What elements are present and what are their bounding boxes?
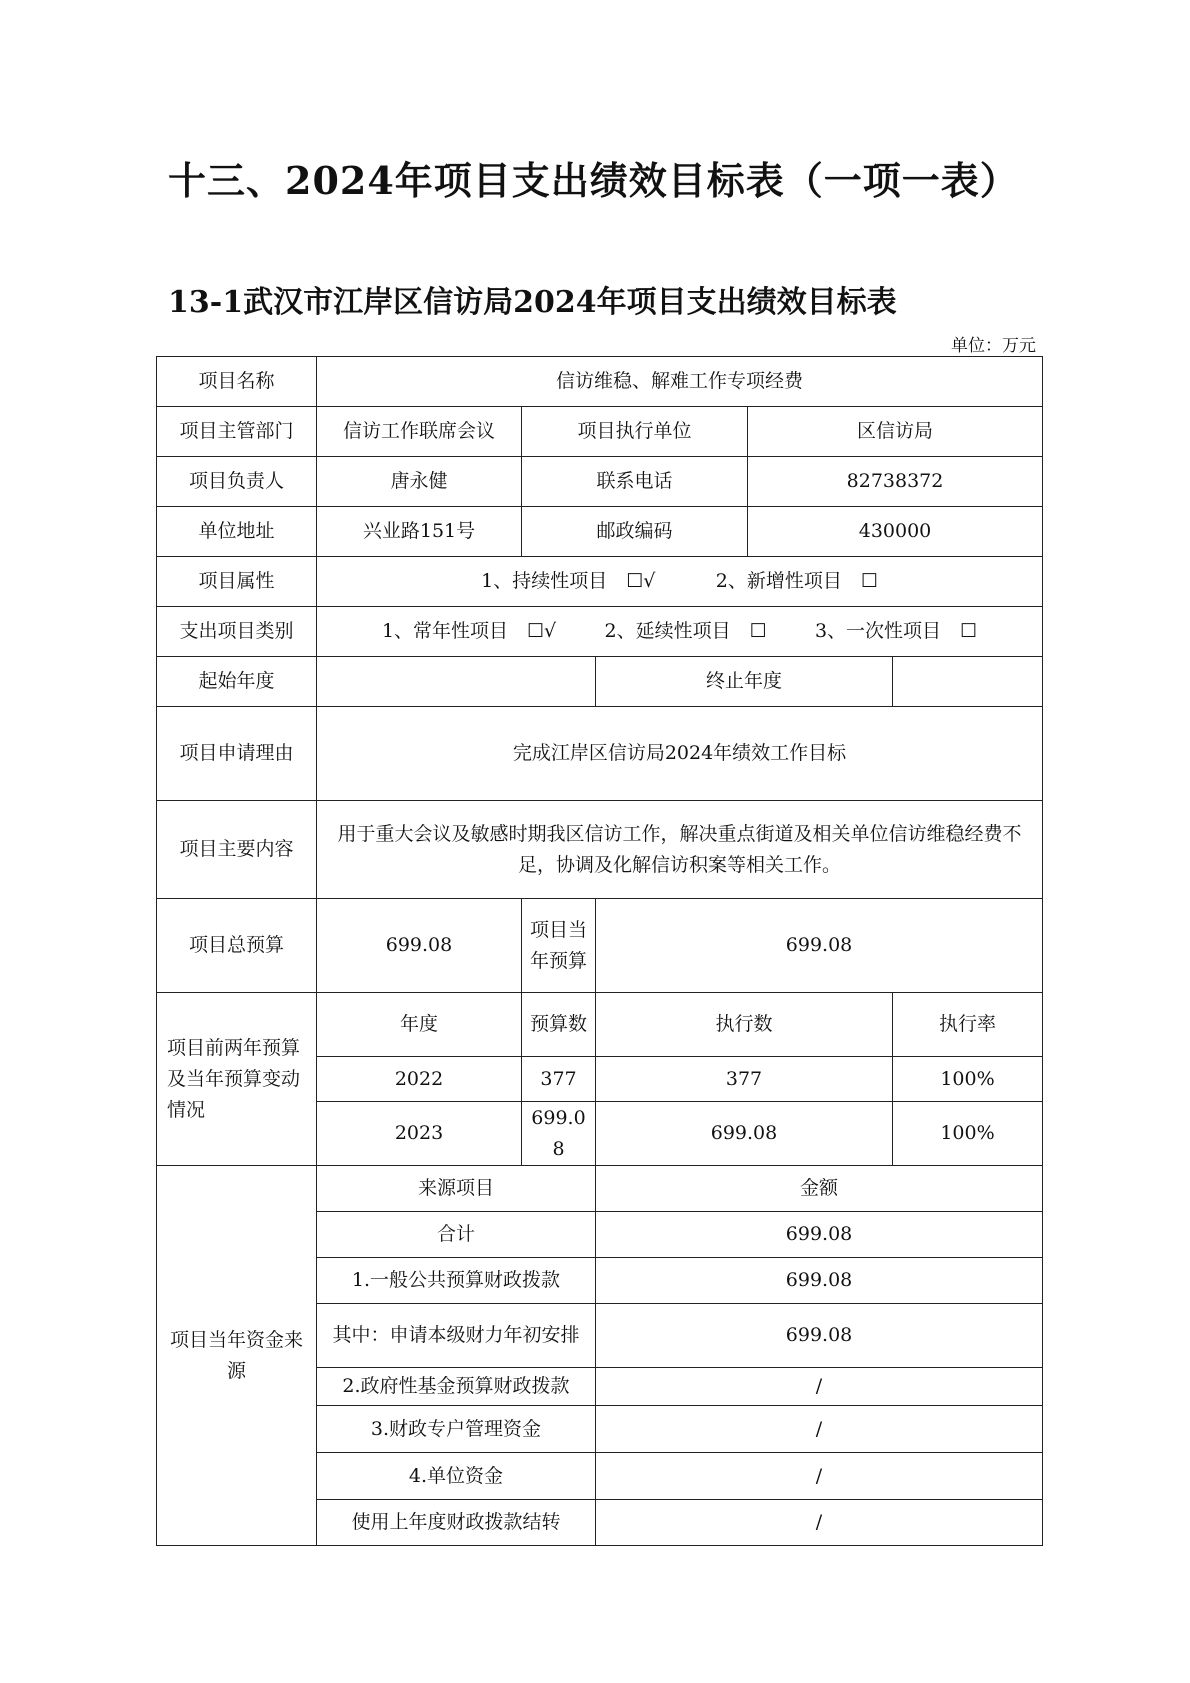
attribute-label: 项目属性 <box>157 557 317 607</box>
address-label: 单位地址 <box>157 507 317 557</box>
table-row <box>157 407 1043 457</box>
category-options <box>317 607 1043 657</box>
phone-label: 联系电话 <box>522 457 748 507</box>
end-year-value <box>893 657 1043 707</box>
history-header-budget: 预算数 <box>522 993 596 1057</box>
funding-amount: 699.08 <box>596 1258 1043 1304</box>
dept-label: 项目主管部门 <box>157 407 317 457</box>
table-row <box>157 993 1043 1057</box>
category-label: 支出项目类别 <box>157 607 317 657</box>
history-rate: 100% <box>893 1102 1043 1166</box>
person-label: 项目负责人 <box>157 457 317 507</box>
funding-source: 使用上年度财政拨款结转 <box>317 1500 596 1546</box>
history-header-year: 年度 <box>317 993 522 1057</box>
funding-source: 3.财政专户管理资金 <box>317 1406 596 1453</box>
table-row <box>157 1166 1043 1212</box>
page-title: 十三、2024年项目支出绩效目标表（一项一表） <box>168 158 1019 203</box>
reason-value: 完成江岸区信访局2024年绩效工作目标 <box>317 707 1043 801</box>
table-row <box>157 899 1043 993</box>
phone-value: 82738372 <box>748 457 1043 507</box>
funding-header-amount: 金额 <box>596 1166 1043 1212</box>
dept-value: 信访工作联席会议 <box>317 407 522 457</box>
end-year-label: 终止年度 <box>596 657 893 707</box>
history-header-executed: 执行数 <box>596 993 893 1057</box>
project-name-value: 信访维稳、解难工作专项经费 <box>317 357 1043 407</box>
total-budget-label: 项目总预算 <box>157 899 317 993</box>
table-row <box>157 507 1043 557</box>
history-budget: 377 <box>522 1057 596 1102</box>
attribute-option-continuing: 1、持续性项目 ☐√ <box>481 570 656 592</box>
funding-amount: / <box>596 1500 1043 1546</box>
funding-label: 项目当年资金来源 <box>157 1166 317 1546</box>
history-year: 2022 <box>317 1057 522 1102</box>
current-budget-label: 项目当年预算 <box>522 899 596 993</box>
category-option-onetime: 3、一次性项目 ☐ <box>814 620 978 642</box>
total-budget-value: 699.08 <box>317 899 522 993</box>
reason-label: 项目申请理由 <box>157 707 317 801</box>
funding-amount: 699.08 <box>596 1212 1043 1258</box>
table-row <box>157 607 1043 657</box>
funding-source: 合计 <box>317 1212 596 1258</box>
table-row <box>157 357 1043 407</box>
history-budget: 699.08 <box>522 1102 596 1166</box>
table-row <box>157 457 1043 507</box>
history-executed: 699.08 <box>596 1102 893 1166</box>
person-value: 唐永健 <box>317 457 522 507</box>
zip-label: 邮政编码 <box>522 507 748 557</box>
project-name-label: 项目名称 <box>157 357 317 407</box>
funding-source: 1.一般公共预算财政拨款 <box>317 1258 596 1304</box>
funding-amount: / <box>596 1453 1043 1500</box>
exec-unit-label: 项目执行单位 <box>522 407 748 457</box>
funding-amount: / <box>596 1368 1043 1406</box>
table-row <box>157 557 1043 607</box>
start-year-value <box>317 657 596 707</box>
funding-source: 2.政府性基金预算财政拨款 <box>317 1368 596 1406</box>
history-rate: 100% <box>893 1057 1043 1102</box>
performance-target-table <box>156 356 1043 1546</box>
funding-source: 4.单位资金 <box>317 1453 596 1500</box>
content-value: 用于重大会议及敏感时期我区信访工作，解决重点街道及相关单位信访维稳经费不足，协调及化解信访积案等相关工作。 <box>317 801 1043 899</box>
attribute-options <box>317 557 1043 607</box>
start-year-label: 起始年度 <box>157 657 317 707</box>
history-year: 2023 <box>317 1102 522 1166</box>
funding-amount: 699.08 <box>596 1304 1043 1368</box>
history-executed: 377 <box>596 1057 893 1102</box>
table-title: 13-1武汉市江岸区信访局2024年项目支出绩效目标表 <box>168 285 897 320</box>
history-label: 项目前两年预算及当年预算变动情况 <box>157 993 317 1166</box>
attribute-option-new: 2、新增性项目 ☐ <box>715 570 878 592</box>
category-option-extended: 2、延续性项目 ☐ <box>604 620 767 642</box>
address-value: 兴业路151号 <box>317 507 522 557</box>
history-header-rate: 执行率 <box>893 993 1043 1057</box>
table-row <box>157 801 1043 899</box>
funding-source: 其中：申请本级财力年初安排 <box>317 1304 596 1368</box>
table-row <box>157 707 1043 801</box>
unit-label: 单位：万元 <box>951 336 1036 356</box>
category-option-annual: 1、常年性项目 ☐√ <box>381 620 557 642</box>
funding-header-source: 来源项目 <box>317 1166 596 1212</box>
exec-unit-value: 区信访局 <box>748 407 1043 457</box>
funding-amount: / <box>596 1406 1043 1453</box>
table-row <box>157 657 1043 707</box>
current-budget-value: 699.08 <box>596 899 1043 993</box>
zip-value: 430000 <box>748 507 1043 557</box>
content-label: 项目主要内容 <box>157 801 317 899</box>
